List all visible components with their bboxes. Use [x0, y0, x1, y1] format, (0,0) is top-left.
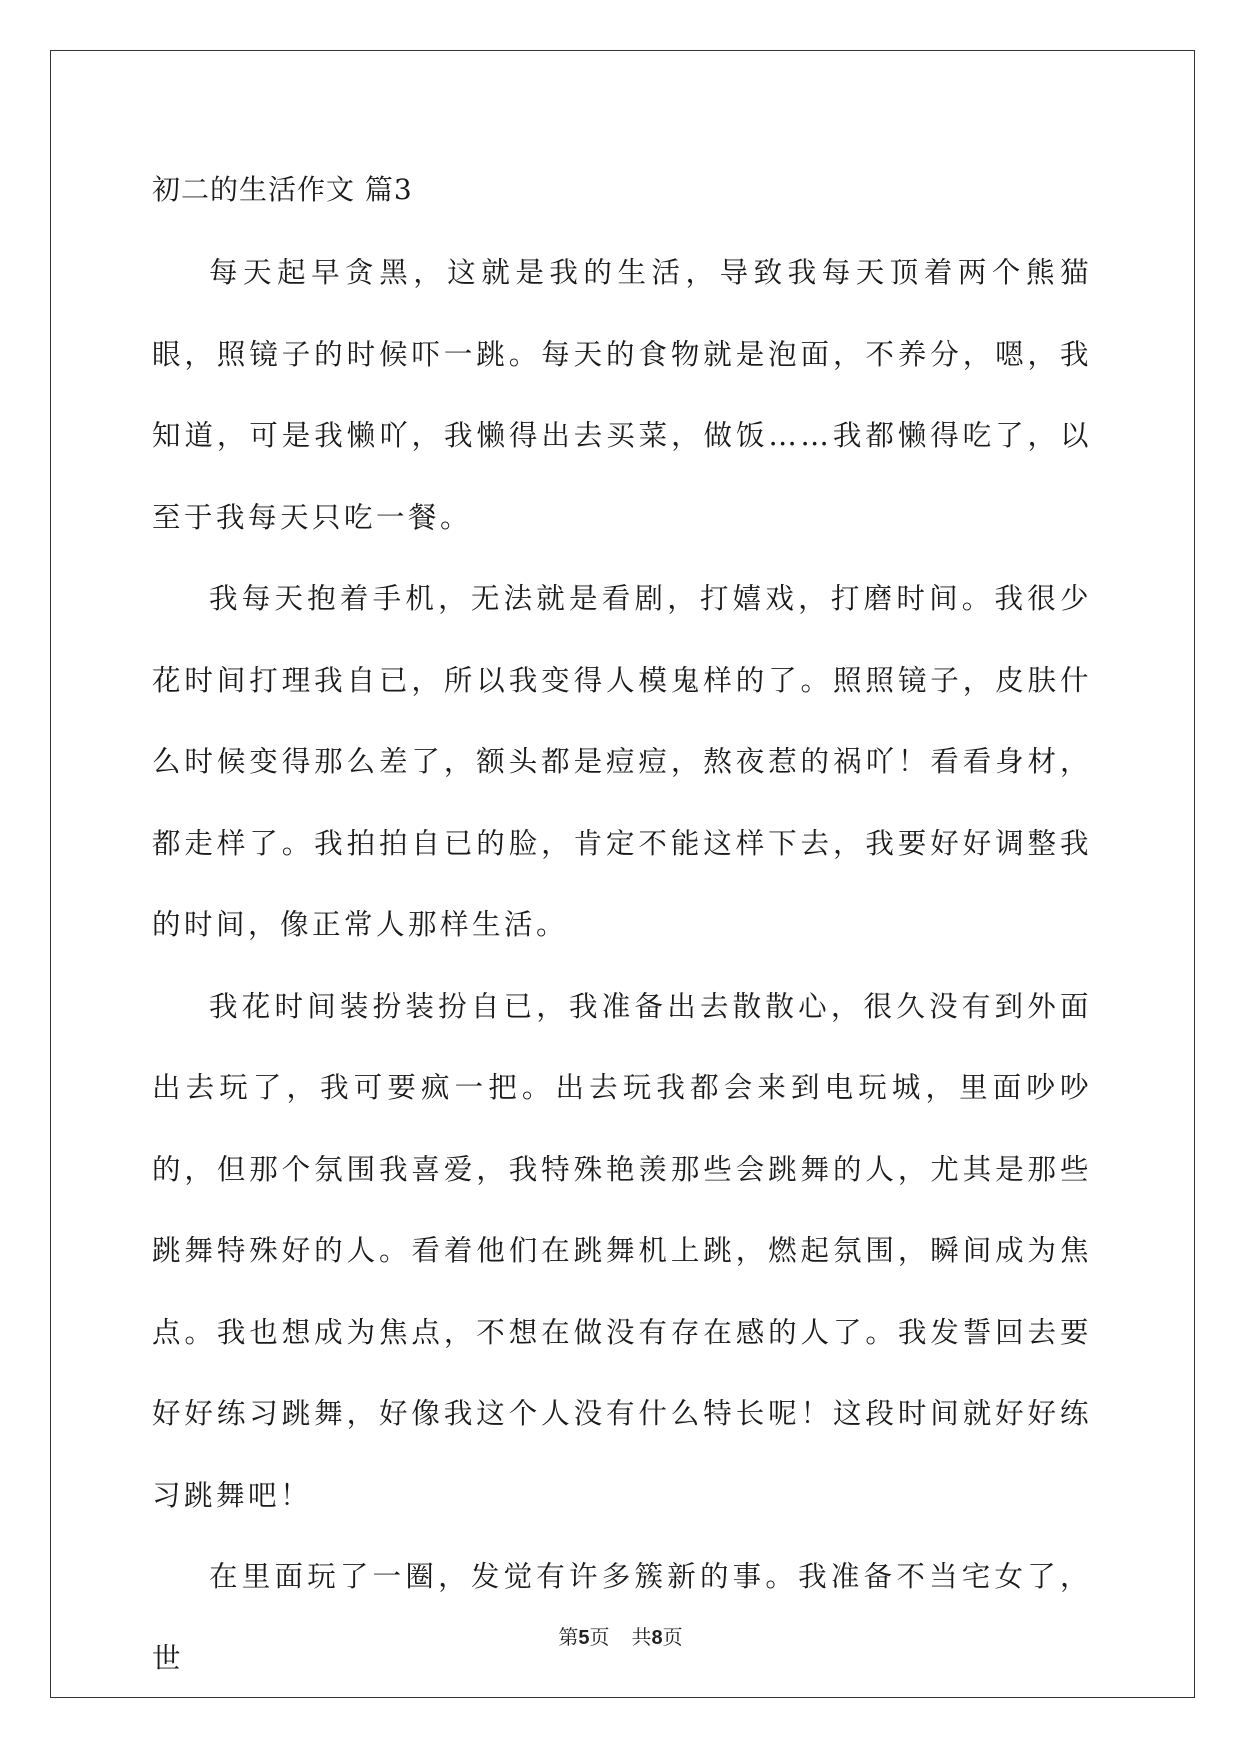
- paragraph-2: 我每天抱着手机，无法就是看剧，打嬉戏，打磨时间。我很少花时间打理我自已，所以我变得人模鬼样的了。照照镜子，皮肤什么时候变得那么差了，额头都是痘痘，熬夜惹的祸吖！看看身材，都走样了。我拍拍自已的脸，肯定不能这样下去，我要好好调整我的时间，像正常人那样生活。: [152, 582, 1092, 941]
- page-prefix: 第: [558, 1625, 579, 1649]
- paragraph-3: 我花时间装扮装扮自已，我准备出去散散心，很久没有到外面出去玩了，我可要疯一把。出去玩我都会来到电玩城，里面吵吵的，但那个氛围我喜爱，我特殊艳羡那些会跳舞的人，尤其是那些跳舞特殊好的人。看着他们在跳舞机上跳，燃起氛围，瞬间成为焦点。我也想成为焦点，不想在做没有存在感的人了。我发誓回去要好好练习跳舞，好像我这个人没有什么特长呢！这段时间就好好练习跳舞吧！: [152, 989, 1092, 1512]
- page-total: 8: [651, 1627, 663, 1649]
- paragraph-1: 每天起早贪黑，这就是我的生活，导致我每天顶着两个熊猫眼，照镜子的时候吓一跳。每天的食物就是泡面，不养分，嗯，我知道，可是我懒吖，我懒得出去买菜，做饭……我都懒得吃了，以至于我每天只吃一餐。: [152, 256, 1092, 534]
- page-footer: [0, 1623, 1241, 1652]
- total-prefix: 共: [631, 1625, 652, 1649]
- paragraph-4: 在里面玩了一圈，发觉有许多簇新的事。我准备不当宅女了，世: [152, 1560, 1092, 1675]
- page-suffix: 页: [589, 1625, 610, 1649]
- document-title: 初二的生活作文 篇3: [152, 173, 413, 206]
- total-suffix: 页: [662, 1625, 683, 1649]
- document-body: [152, 168, 1092, 1699]
- page-current: 5: [578, 1627, 590, 1649]
